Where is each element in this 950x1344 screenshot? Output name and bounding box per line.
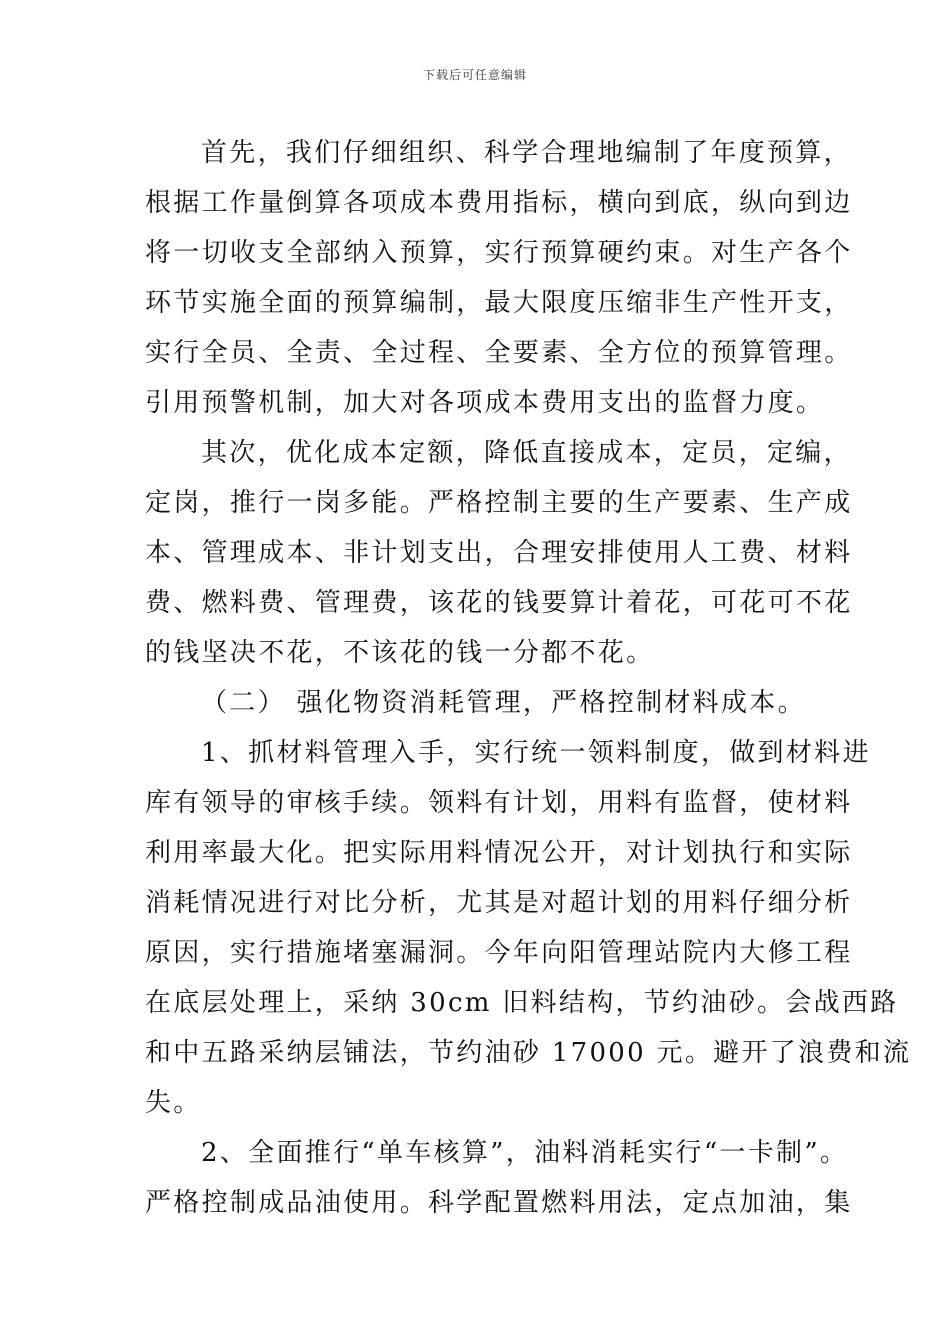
- text-line: 实行全员、全责、全过程、全要素、全方位的预算管理。: [145, 338, 853, 368]
- text-line: 根据工作量倒算各项成本费用指标，横向到底，纵向到边: [145, 188, 853, 218]
- paragraph-budget: [145, 128, 853, 428]
- paragraph-material-management: [145, 728, 912, 1128]
- text-line: 本、管理成本、非计划支出，合理安排使用人工费、材料: [145, 538, 853, 568]
- text-line: 失。: [145, 1088, 202, 1118]
- document-body: [145, 128, 912, 1228]
- text-line: （二） 强化物资消耗管理，严格控制材料成本。: [201, 688, 806, 718]
- text-line: 原因，实行措施堵塞漏洞。今年向阳管理站院内大修工程: [145, 938, 853, 968]
- text-line: 严格控制成品油使用。科学配置燃料用法，定点加油，集: [145, 1188, 853, 1218]
- text-line: 在底层处理上，采纳 30cm 旧料结构，节约油砂。会战西路: [145, 988, 899, 1018]
- text-line: 利用率最大化。把实际用料情况公开，对计划执行和实际: [145, 838, 853, 868]
- text-line: 库有领导的审核手续。领料有计划，用料有监督，使材料: [145, 788, 853, 818]
- text-line: 定岗，推行一岗多能。严格控制主要的生产要素、生产成: [145, 488, 853, 518]
- text-line: 消耗情况进行对比分析，尤其是对超计划的用料仔细分析: [145, 888, 853, 918]
- text-line: 其次，优化成本定额，降低直接成本，定员，定编，: [201, 438, 852, 468]
- text-line: 环节实施全面的预算编制，最大限度压缩非生产性开支，: [145, 288, 853, 318]
- text-line: 首先，我们仔细组织、科学合理地编制了年度预算，: [201, 138, 852, 168]
- paragraph-fuel-accounting: [145, 1128, 853, 1228]
- text-line: 费、燃料费、管理费，该花的钱要算计着花，可花可不花: [145, 588, 853, 618]
- text-line: 2、全面推行“单车核算”，油料消耗实行“一卡制”。: [201, 1138, 849, 1168]
- text-line: 的钱坚决不花，不该花的钱一分都不花。: [145, 638, 655, 668]
- text-line: 1、抓材料管理入手，实行统一领料制度，做到材料进: [201, 738, 871, 768]
- text-line: 引用预警机制，加大对各项成本费用支出的监督力度。: [145, 388, 825, 418]
- page-header-note: 下载后可任意编辑: [422, 68, 527, 82]
- section-heading-materials: [145, 678, 810, 728]
- text-line: 将一切收支全部纳入预算，实行预算硬约束。对生产各个: [145, 238, 853, 268]
- text-line: 和中五路采纳层铺法，节约油砂 17000 元。避开了浪费和流: [145, 1038, 912, 1068]
- paragraph-quota: [145, 428, 853, 678]
